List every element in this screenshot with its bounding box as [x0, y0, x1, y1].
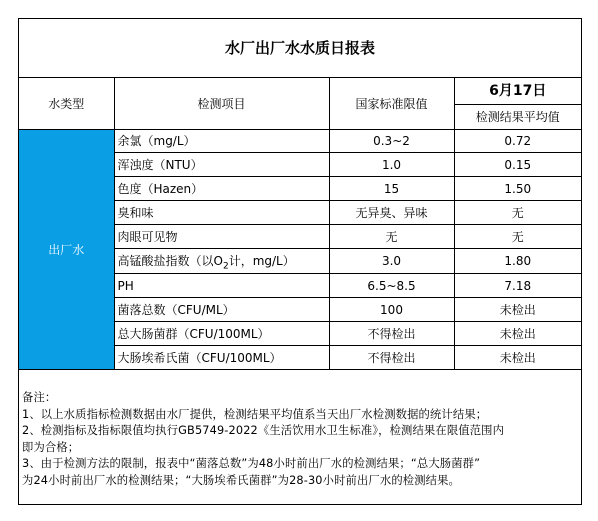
row-item-prefix: 高锰酸盐指数（以O [117, 254, 223, 268]
row-item: 菌落总数（CFU/ML） [114, 298, 329, 322]
notes-line: 1、以上水质指标检测数据由水厂提供，检测结果平均值系当天出厂水检测数据的统计结果； [22, 407, 488, 421]
row-result: 1.80 [454, 249, 581, 274]
report-title: 水厂出厂水水质日报表 [19, 19, 581, 78]
report-table [19, 19, 581, 370]
notes-line: 2、检测指标及指标限值均执行GB5749-2022《生活饮用水卫生标准》，检测结果在限值范围内 [22, 424, 505, 437]
water-quality-report [18, 18, 582, 505]
water-type-cell: 出厂水 [19, 130, 114, 370]
row-standard: 6.5~8.5 [329, 274, 454, 298]
row-item-subscript: 2 [222, 261, 229, 272]
row-result: 无 [454, 225, 581, 249]
row-result: 1.50 [454, 177, 581, 201]
table-row [19, 130, 581, 153]
row-standard: 不得检出 [329, 346, 454, 370]
row-item: 大肠埃希氏菌（CFU/100ML） [114, 346, 329, 370]
row-item: 臭和味 [114, 201, 329, 225]
header-date: 6月17日 [454, 78, 581, 105]
row-standard: 不得检出 [329, 322, 454, 346]
row-standard: 1.0 [329, 153, 454, 177]
row-item: 肉眼可见物 [114, 225, 329, 249]
row-item: PH [114, 274, 329, 298]
row-result: 未检出 [454, 298, 581, 322]
row-result: 未检出 [454, 346, 581, 370]
row-item: 浑浊度（NTU） [114, 153, 329, 177]
header-water-type: 水类型 [19, 78, 114, 130]
header-item: 检测项目 [114, 78, 329, 130]
row-result: 未检出 [454, 322, 581, 346]
row-standard: 3.0 [329, 249, 454, 274]
row-standard: 无 [329, 225, 454, 249]
row-result: 0.15 [454, 153, 581, 177]
row-standard: 无异臭、异味 [329, 201, 454, 225]
row-standard: 15 [329, 177, 454, 201]
row-result: 7.18 [454, 274, 581, 298]
notes-line: 即为合格； [22, 440, 80, 454]
notes-line: 3、由于检测方法的限制，报表中“菌落总数”为48小时前出厂水的检测结果；“总大肠菌群” [22, 457, 481, 470]
report-notes [19, 388, 581, 489]
row-item-suffix: 计，mg/L） [228, 254, 295, 268]
header-result: 检测结果平均值 [454, 105, 581, 130]
header-standard: 国家标准限值 [329, 78, 454, 130]
row-standard: 100 [329, 298, 454, 322]
notes-line: 为24小时前出厂水的检测结果；“大肠埃希氏菌群”为28-30小时前出厂水的检测结果。 [22, 473, 461, 487]
row-item: 色度（Hazen） [114, 177, 329, 201]
row-result: 0.72 [454, 130, 581, 153]
notes-heading: 备注： [22, 391, 57, 404]
row-item: 余氯（mg/L） [114, 130, 329, 153]
row-standard: 0.3~2 [329, 130, 454, 153]
row-item: 总大肠菌群（CFU/100ML） [114, 322, 329, 346]
row-result: 无 [454, 201, 581, 225]
row-item [114, 249, 329, 274]
